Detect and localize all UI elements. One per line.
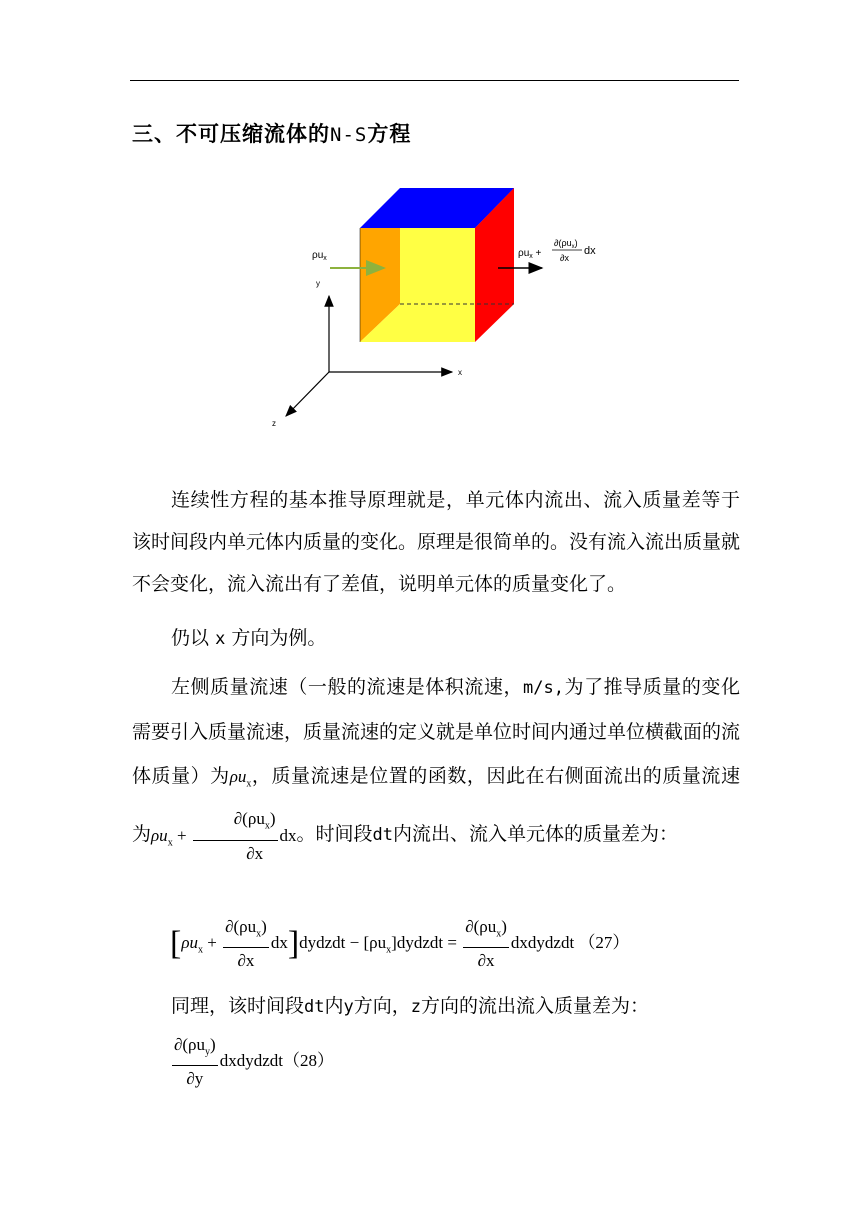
z-axis-label: z	[272, 419, 276, 428]
section-heading	[132, 118, 411, 148]
y-axis-label: y	[316, 279, 320, 288]
control-volume-figure	[260, 180, 620, 440]
heading-latin: N-S	[330, 124, 368, 146]
equation-27: [$\rho u_x$ + $\frac{\partial(\rho u_x)}{\partial x}$ dx]dydzdt − $[\rho u_x]dydzdt$ = $\frac{\partial(\rho u_x)}{\partial x}$ dxdydzdt （27）	[170, 914, 629, 974]
paragraph-yz-direction: 同理，该时间段dt内y方向，z方向的流出流入质量差为：	[171, 995, 650, 1017]
z-axis	[286, 372, 329, 416]
inflow-label: $\rho u_x$	[312, 250, 327, 262]
paragraph-x-direction: 仍以 x 方向为例。	[171, 627, 327, 649]
heading-text-1: 三、不可压缩流体的	[132, 122, 330, 146]
svg-text:dx: dx	[584, 245, 596, 257]
paragraph-mass-flux: 左侧质量流速（一般的流速是体积流速，m/s,为了推导质量的变化需要引入质量流速，质量流速的定义就是单位时间内通过单位横截面的流体质量）为$\rho u_x$，质量流速是位置的函数，因此在右侧面流出的质量流速为$\rho u_x$ + $\frac{\partial(\rho u_x)}{\partial x}$ dx。时间段dt内流出、流入单元体的质量差为：	[132, 676, 741, 863]
svg-text:∂x: ∂x	[560, 253, 569, 263]
paragraph-principle: 连续性方程的基本推导原理就是，单元体内流出、流入质量差等于该时间段内单元体内质量的变化。原理是很简单的。没有流入流出质量就不会变化，流入流出有了差值，说明单元体的质量变化了。	[132, 489, 741, 595]
heading-text-2: 方程	[367, 122, 412, 146]
x-axis-label: x	[458, 368, 462, 377]
header-rule	[130, 80, 739, 81]
outflow-label: $\rho u_x$ +	[518, 248, 542, 260]
svg-text:∂(ρux): $\partial(\rho u_x)$	[554, 238, 578, 250]
equation-28: $\frac{\partial(\rho u_y)}{\partial y}$ dxdydzdt（28）	[170, 1032, 334, 1092]
